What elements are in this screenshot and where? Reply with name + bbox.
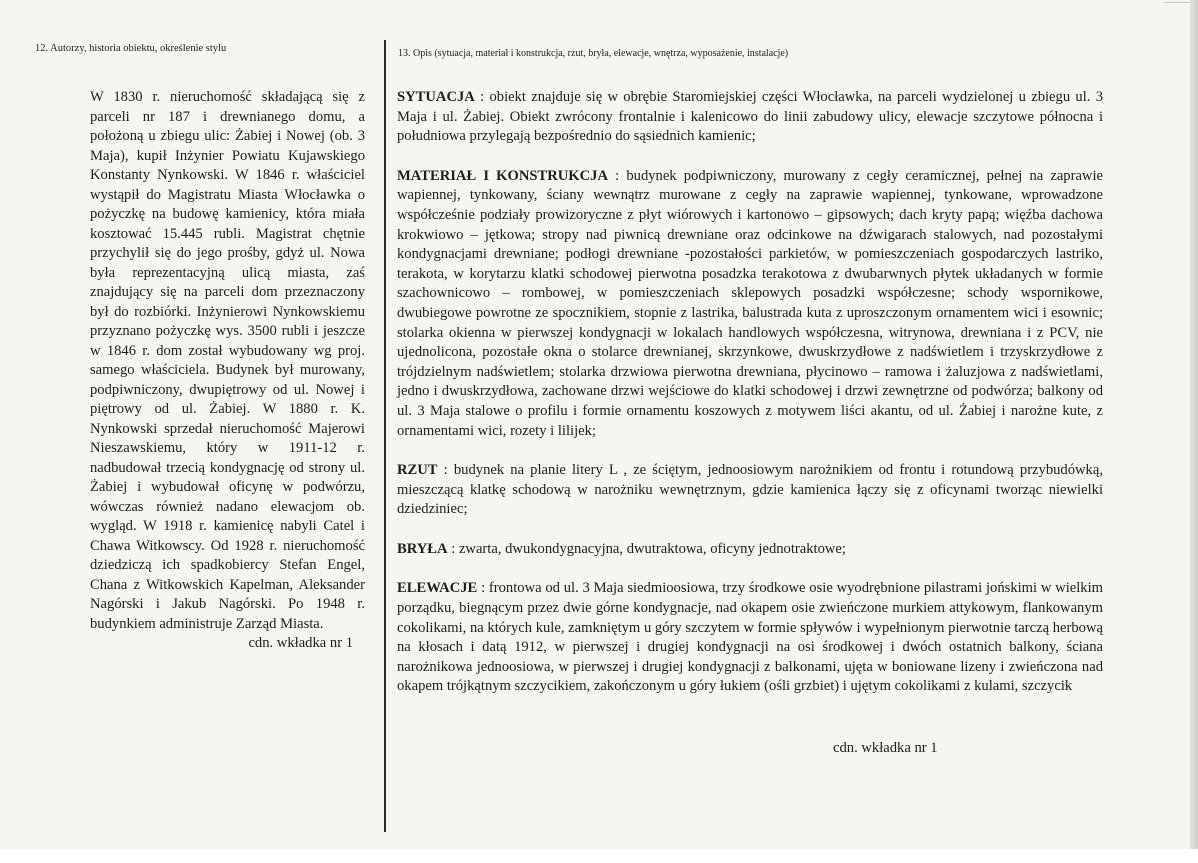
section-massing: BRYŁA : zwarta, dwukondygnacyjna, dwutraktowa, oficyny jednotraktowe; <box>397 540 846 557</box>
section-text: budynek na planie litery L , ze ściętym, jednoosiowym narożnikiem od frontu i rotundową przybudówką, mieszczącą klatkę schodową w narożniku wewnętrznym, gdzie kamienica łączy się z oficynami tworząc niewielki dziedziniec; <box>397 462 1103 518</box>
section-elevations: ELEWACJE : frontowa od ul. 3 Maja siedmioosiowa, trzy środkowe osie wyodrębnione pilastrami jońskimi w wielkim porządku, biegnącym przez dwie górne kondygnacje, nad okapem osie zwieńczone murkiem attykowym, flankowanym cokolikami, na których kule, zamkniętym u góry szczytem w formie spływów i wypełnionym pierwotnie tarczą herbową na kłosach i datą 1912, w pierwszej i drugiej kondygnacji na osi środkowej i dwóch ostatnich balkony, ściana narożnikowa jednoosiowa, w pierwszej i drugiej kondygnacji z balkonami, ujęta w boniowane lizeny i zwieńczona nad okapem trójkątnym szczycikiem, zakończonym u góry łukiem (ośli grzbiet) i ujętym cokolikami z kulami, szczycik <box>397 580 1103 695</box>
section-text: obiekt znajduje się w obrębie Staromiejskiej części Włocławka, na parceli wydzielonej u zbiegu ul. 3 Maja i ul. Żabiej. Obiekt zwrócony frontalnie i kalenicowo do linii zabudowy ulicy, elewacje szczytowe północna i południowa przylegają bezpośrednio do sąsiednich kamienic; <box>397 89 1103 145</box>
section-situation: SYTUACJA : obiekt znajduje się w obrębie Staromiejskiej części Włocławka, na parceli wydzielonej u zbiegu ul. 3 Maja i ul. Żabiej. Obiekt zwrócony frontalnie i kalenicowo do linii zabudowy ulicy, elewacje szczytowe północna i południowa przylegają bezpośrednio do sąsiednich kamienic; <box>397 89 1103 145</box>
section-plan: RZUT : budynek na planie litery L , ze ściętym, jednoosiowym narożnikiem od frontu i rotundową przybudówką, mieszczącą klatkę schodową w narożniku wewnętrznym, gdzie kamienica łączy się z oficynami tworząc niewielki dziedziniec; <box>397 462 1103 518</box>
section-label: ELEWACJE <box>397 580 478 597</box>
column-divider <box>384 40 386 832</box>
heading-authors-history: 12. Autorzy, historia obiektu, określenie stylu <box>35 43 227 54</box>
section-label: RZUT <box>397 462 438 479</box>
section-text: frontowa od ul. 3 Maja siedmioosiowa, trzy środkowe osie wyodrębnione pilastrami jońskimi w wielkim porządku, biegnącym przez dwie górne kondygnacje, nad okapem osie zwieńczone murkiem attykowym, flankowanym cokolikami, na których kule, zamkniętym u góry szczytem w formie spływów i wypełnionym pierwotnie tarczą herbową na kłosach i datą 1912, w pierwszej i drugiej kondygnacji na osi środkowej i dwóch ostatnich balkony, ściana narożnikowa jednoosiowa, w pierwszej i drugiej kondygnacji z balkonami, ujęta w boniowane lizeny i zwieńczona nad okapem trójkątnym szczycikiem, zakończonym u góry łukiem (ośli grzbiet) i ujętym cokolikami z kulami, szczycik <box>397 580 1103 695</box>
section-text: budynek podpiwniczony, murowany z cegły ceramicznej, pełnej na zaprawie wapiennej, tynkowany, ściany wewnątrz murowane z cegły na zaprawie wapiennej, tynkowane, wprowadzone współcześnie podziały prowizoryczne z płyt wiórowych i kartonowo – gipsowych; dach kryty papą; więźba dachowa krokwiowo – jętkowa; stropy nad piwnicą drewniane oraz odcinkowe na dźwigarach stalowych, nad pozostałymi kondygnacjami drewniane; podłogi drewniane -pozostałości parkietów, w pomieszczeniach gospodarczych lastriko, terakota, w korytarzu klatki schodowej pierwotna posadzka terakotowa z dwubarwnych płytek układanych w formie szachownicowo – rombowej, w pomieszczeniach sklepowych posadzki współczesne; schody wspornikowe, dwubiegowe powrotne ze spocznikiem, stopnie z lastrika, balustrada kuta z uproszczonym ornamentem wici i esownic; stolarka okienna w pierwszej kondygnacji w lokalach handlowych współczesna, witrynowa, drewniana i z PCV, nie ujednolicona, pozostałe okna o stolarce drewnianej, skrzynkowe, dwuskrzydłowe z nadświetlem i trzyskrzydłowe z trójdzielnym nadświetlem; stolarka drzwiowa pierwotna drewniana, płycinowo – ramowa i żaluzjowa z nadświetlami, jedno i dwuskrzydłowa, zachowane drzwi wejściowe do klatki schodowej i drzwi zewnętrzne od podwórza; balkony od ul. 3 Maja stalowe o profilu i formie ornamentu koszowych z motywem liści akantu, od ul. Żabiej i narożne kute, z ornamentami wici, rozety i lilijek; <box>397 167 1103 439</box>
description-column <box>397 88 1103 717</box>
section-label: SYTUACJA <box>397 89 475 105</box>
section-label: BRYŁA <box>397 540 448 557</box>
description-continuation-note: cdn. wkładka nr 1 <box>833 740 938 756</box>
heading-description: 13. Opis (sytuacja, materiał i konstrukcja, rzut, bryła, elewacje, wnętrza, wyposażenie, instalacje) <box>398 48 789 59</box>
section-label: MATERIAŁ I KONSTRUKCJA <box>397 167 609 184</box>
page-edge-shadow <box>1190 0 1198 863</box>
history-text: W 1830 r. nieruchomość składającą się z parceli nr 187 i drewnianego domu, a położoną u zbiegu ulic: Żabiej i Nowej (ob. 3 Maja), kupił Inżynier Powiatu Kujawskiego Konstanty Nynkowski. W 1846 r. właściciel wystąpił do Magistratu Miasta Włocławka o pożyczkę na budowę kamienicy, która miała kosztować 15.445 rubli. Magistrat chętnie przychylił się do jego prośby, gdyż ul. Nowa była reprezentacyjną ulicą miasta, zaś znajdujący się na parceli dom przeznaczony był do rozbiórki. Inżynierowi Nynkowskiemu przyznano pożyczkę wys. 3500 rubli i jeszcze w 1846 r. dom został wybudowany wg proj. samego właściciela. Budynek był murowany, podpiwniczony, dwupiętrowy od ul. Nowej i piętrowy od ul. Żabiej. W 1880 r. K. Nynkowski sprzedał nieruchomość Majerowi Nieszawskiemu, który w 1911-12 r. nadbudował trzecią kondygnację od strony ul. Żabiej i wybudował oficynę w podwórzu, wówczas również nadano elewacjom ob. wygląd. W 1918 r. kamienicę nabyli Catel i Chawa Witkowscy. Od 1928 r. nieruchomość dziedziczą ich spadkobiercy Stefan Engel, Chana z Witkowskich Kapelman, Aleksander Nagórski i Jakub Nagórski. Po 1948 r. budynkiem administruje Zarząd Miasta. <box>90 89 365 632</box>
page-bottom-margin <box>0 849 1198 863</box>
section-text: zwarta, dwukondygnacyjna, dwutraktowa, oficyny jednotraktowe; <box>458 540 846 557</box>
history-continuation-note: cdn. wkładka nr 1 <box>248 635 353 651</box>
section-material-construction: MATERIAŁ I KONSTRUKCJA : budynek podpiwniczony, murowany z cegły ceramicznej, pełnej na zaprawie wapiennej, tynkowany, ściany wewnątrz murowane z cegły na zaprawie wapiennej, tynkowane, wprowadzone współcześnie podziały prowizoryczne z płyt wiórowych i kartonowo – gipsowych; dach kryty papą; więźba dachowa krokwiowo – jętkowa; stropy nad piwnicą drewniane oraz odcinkowe na dźwigarach stalowych, nad pozostałymi kondygnacjami drewniane; podłogi drewniane -pozostałości parkietów, w pomieszczeniach gospodarczych lastriko, terakota, w korytarzu klatki schodowej pierwotna posadzka terakotowa z dwubarwnych płytek układanych w formie szachownicowo – rombowej, w pomieszczeniach sklepowych posadzki współczesne; schody wspornikowe, dwubiegowe powrotne ze spocznikiem, stopnie z lastrika, balustrada kuta z uproszczonym ornamentem wici i esownic; stolarka okienna w pierwszej kondygnacji w lokalach handlowych współczesna, witrynowa, drewniana i z PCV, nie ujednolicona, pozostałe okna o stolarce drewnianej, skrzynkowe, dwuskrzydłowe z nadświetlem i trzyskrzydłowe z trójdzielnym nadświetlem; stolarka drzwiowa pierwotna drewniana, płycinowo – ramowa i żaluzjowa z nadświetlami, jedno i dwuskrzydłowa, zachowane drzwi wejściowe do klatki schodowej i drzwi zewnętrzne od podwórza; balkony od ul. 3 Maja stalowe o profilu i formie ornamentu koszowych z motywem liści akantu, od ul. Żabiej i narożne kute, z ornamentami wici, rozety i lilijek; <box>397 167 1103 439</box>
history-column <box>90 88 365 654</box>
